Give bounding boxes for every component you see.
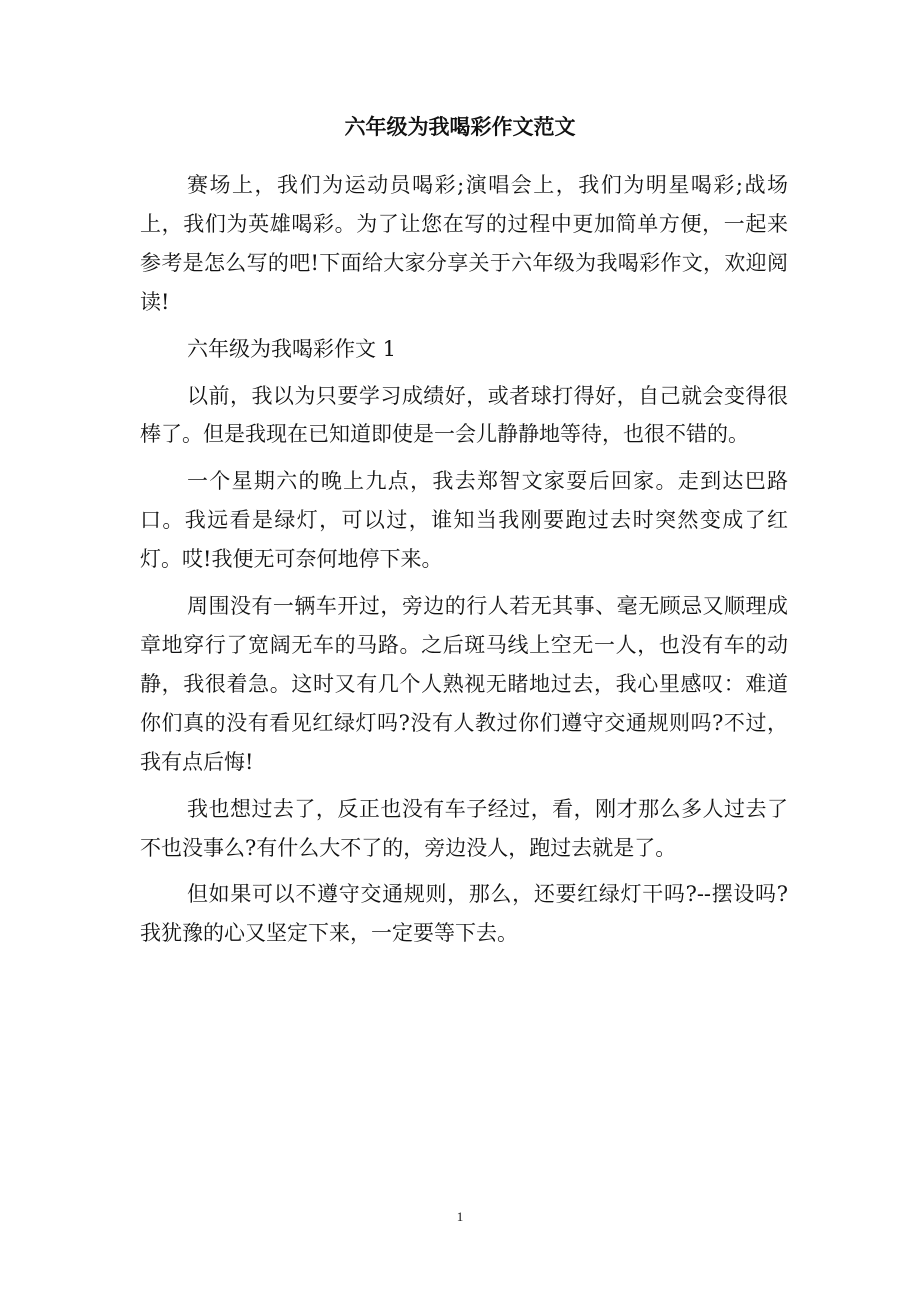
document-title: 六年级为我喝彩作文范文 (344, 114, 576, 139)
paragraph-1: 以前，我以为只要学习成绩好，或者球打得好，自己就会变得很棒了。但是我现在已知道即使是一会儿静静地等待，也很不错的。 (140, 383, 788, 447)
paragraph-3: 周围没有一辆车开过，旁边的行人若无其事、毫无顾忌又顺理成章地穿行了宽阔无车的马路。之后斑马线上空无一人，也没有车的动静，我很着急。这时又有几个人熟视无睹地过去，我心里感叹：难道你们真的没有看见红绿灯吗?没有人教过你们遵守交通规则吗?不过，我有点后悔! (140, 594, 788, 774)
paragraph-5: 但如果可以不遵守交通规则，那么，还要红绿灯干吗?--摆设吗?我犹豫的心又坚定下来，一定要等下去。 (140, 882, 788, 946)
paragraph-intro: 赛场上，我们为运动员喝彩;演唱会上，我们为明星喝彩;战场上，我们为英雄喝彩。为了让您在写的过程中更加简单方便，一起来参考是怎么写的吧!下面给大家分享关于六年级为我喝彩作文，欢迎阅读! (140, 173, 788, 314)
paragraph-subheading: 六年级为我喝彩作文 1 (187, 336, 397, 361)
paragraph-2: 一个星期六的晚上九点，我去郑智文家耍后回家。走到达巴路口。我远看是绿灯，可以过，谁知当我刚要跑过去时突然变成了红灯。哎!我便无可奈何地停下来。 (140, 469, 788, 572)
page-number: 1 (456, 1209, 464, 1224)
paragraph-4: 我也想过去了，反正也没有车子经过，看，刚才那么多人过去了不也没事么?有什么大不了的，旁边没人，跑过去就是了。 (140, 796, 788, 860)
document-body (140, 166, 788, 953)
